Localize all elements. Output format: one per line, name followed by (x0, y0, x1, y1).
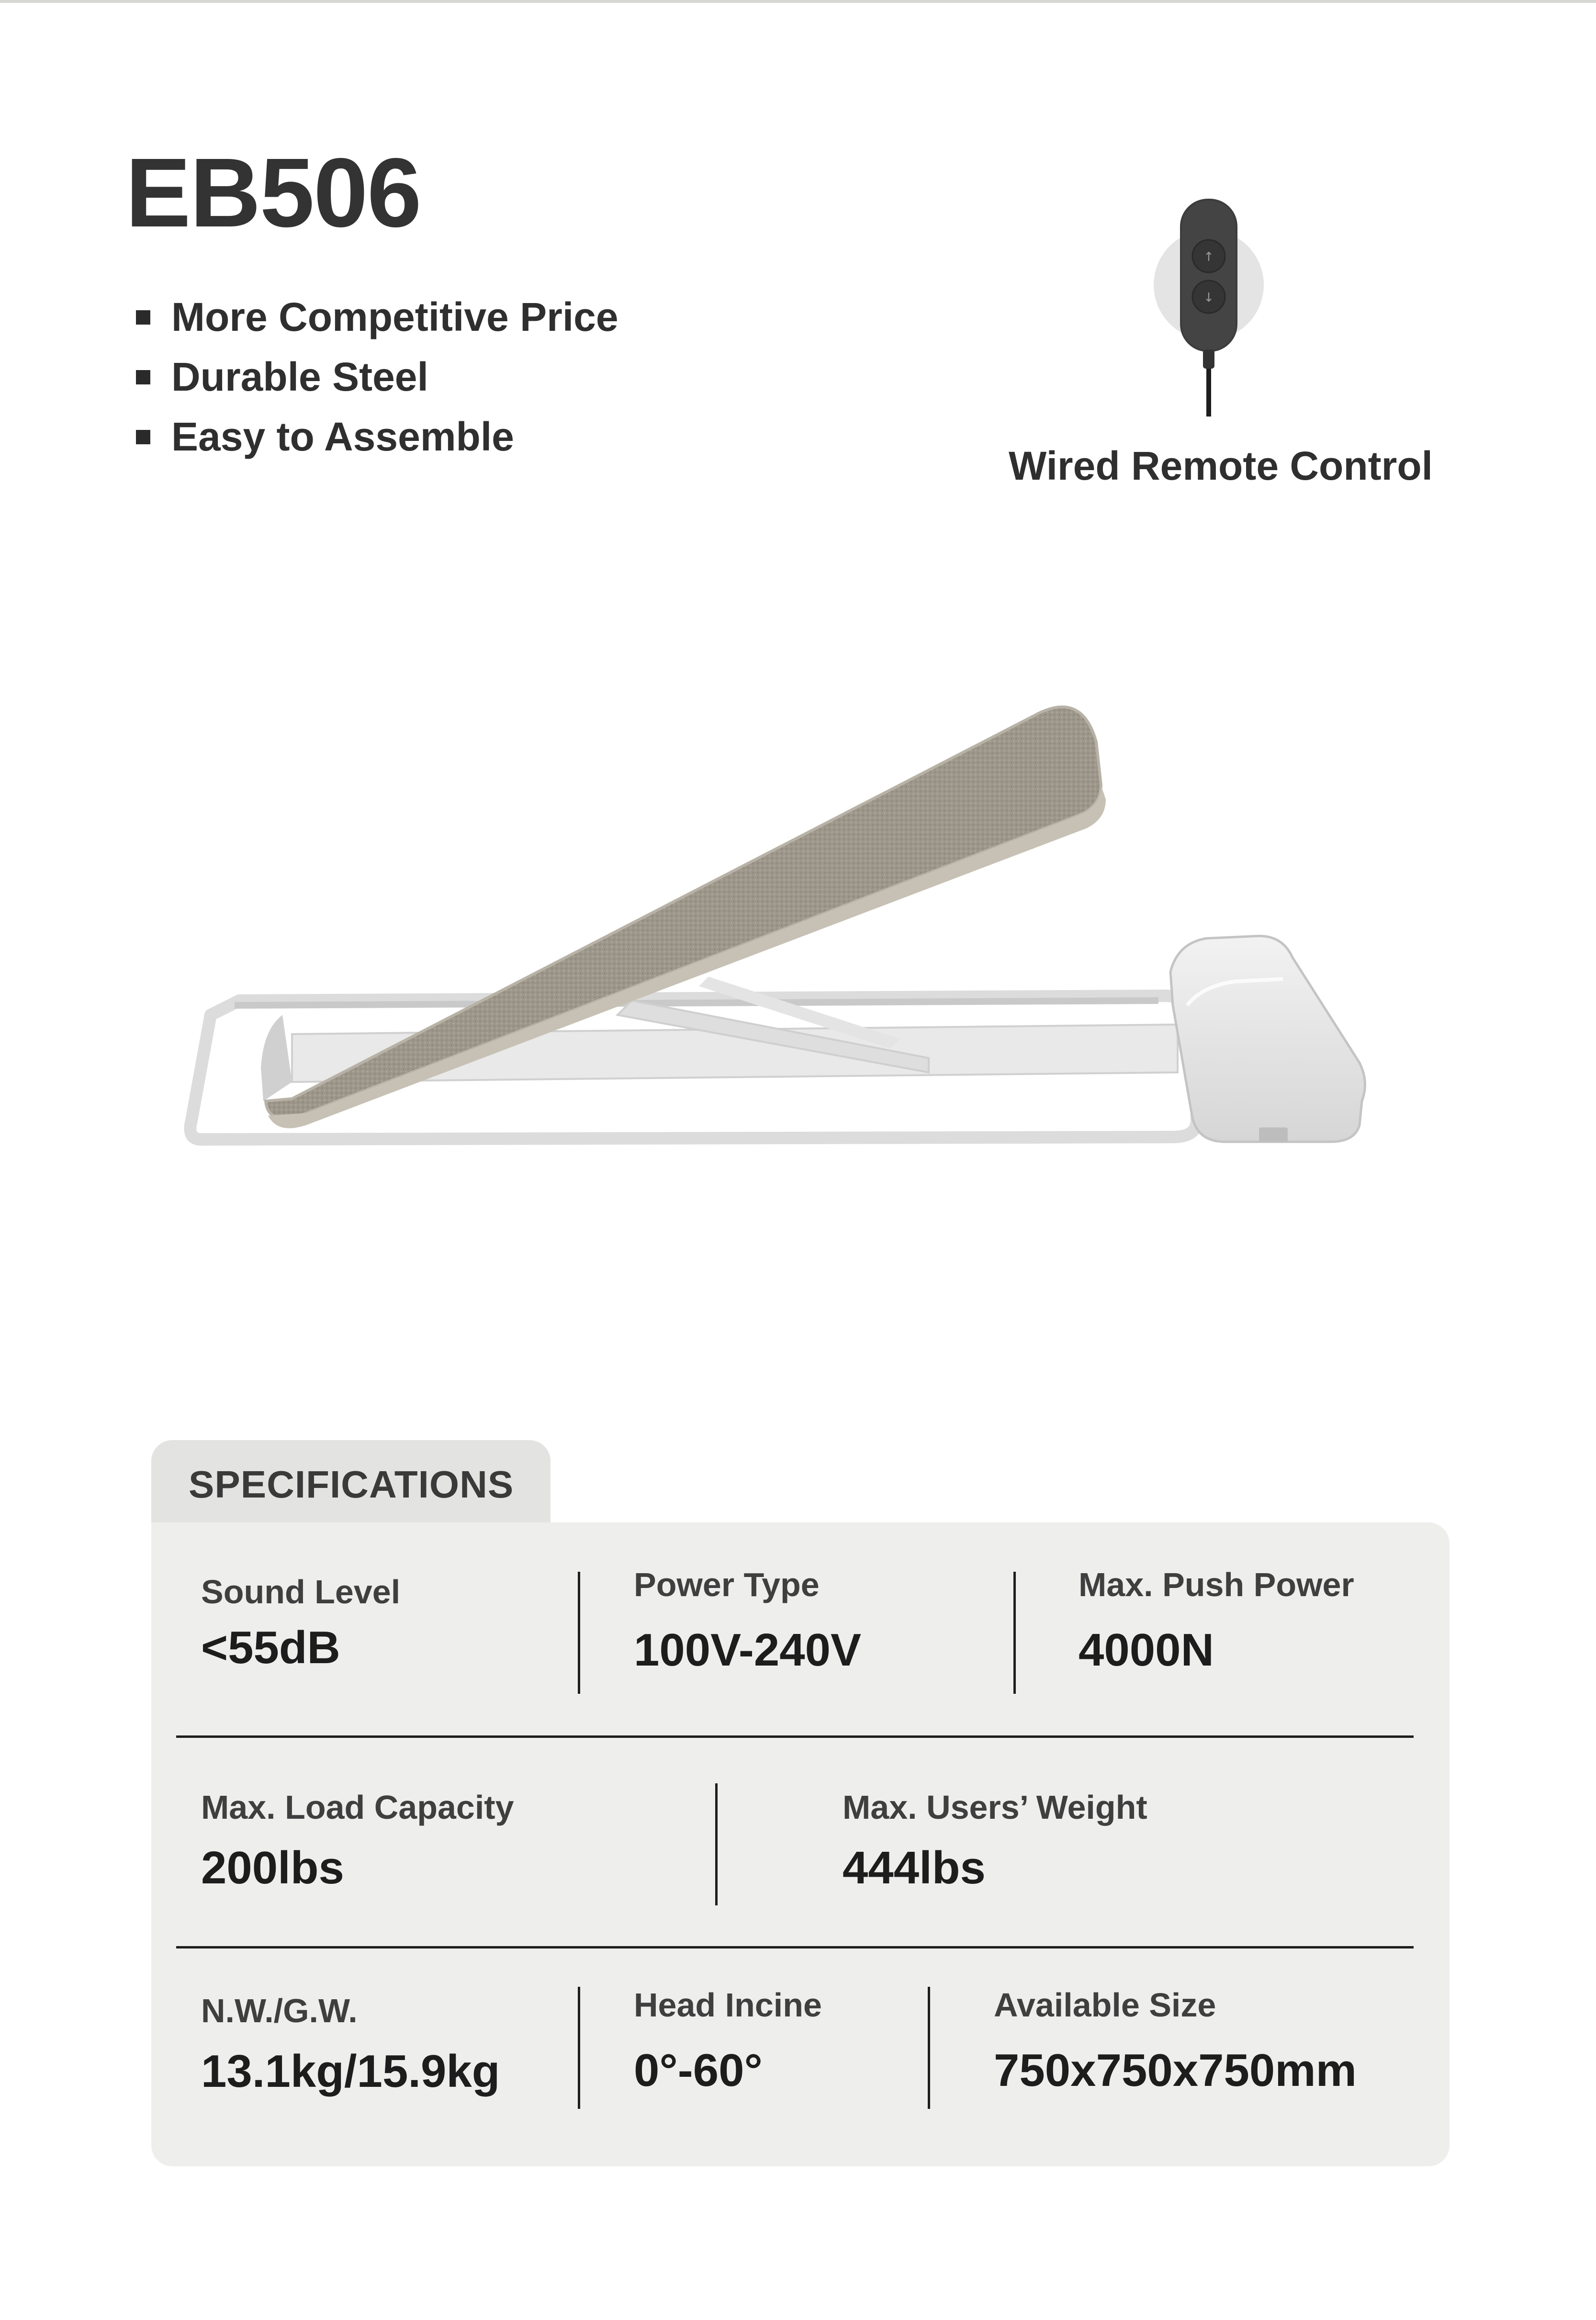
spec-cell-head-incline (634, 1986, 822, 2097)
wired-remote-icon (1151, 189, 1266, 424)
spec-label: Max. Load Capacity (201, 1789, 514, 1826)
top-border (0, 0, 1596, 3)
spec-value: 200lbs (201, 1842, 344, 1893)
spec-cell-weight (201, 1992, 500, 2098)
spec-value: <55dB (201, 1622, 340, 1673)
spec-cell-max-push-power (1079, 1565, 1354, 1677)
feature-text: Durable Steel (171, 354, 428, 399)
spec-column-divider (928, 1987, 930, 2109)
remote-caption: Wired Remote Control (1009, 443, 1433, 488)
spec-label: Available Size (994, 1986, 1216, 2024)
feature-text: More Competitive Price (171, 294, 618, 339)
spec-value: 750x750x750mm (994, 2045, 1357, 2096)
spec-value: 444lbs (843, 1842, 986, 1893)
spec-column-divider (1013, 1572, 1016, 1694)
feature-item (136, 407, 618, 467)
square-bullet-icon (136, 370, 150, 384)
spec-row-divider (176, 1735, 1414, 1738)
spec-cell-max-users-weight (843, 1788, 1147, 1894)
specifications-heading: SPECIFICATIONS (189, 1463, 514, 1506)
spec-label: Power Type (634, 1566, 820, 1603)
spec-label: Max. Push Power (1079, 1566, 1354, 1603)
spec-label: Sound Level (201, 1573, 401, 1610)
square-bullet-icon (136, 310, 150, 325)
spec-column-divider (578, 1572, 580, 1694)
spec-cell-power-type (634, 1565, 861, 1677)
square-bullet-icon (136, 430, 150, 444)
feature-list (136, 287, 618, 467)
feature-text: Easy to Assemble (171, 414, 514, 459)
spec-label: Head Incine (634, 1986, 822, 2024)
product-title: EB506 (125, 138, 421, 248)
feature-item (136, 347, 618, 407)
spec-value: 0°-60° (634, 2045, 763, 2096)
spec-cell-sound-level (201, 1573, 400, 1674)
spec-cell-max-load-capacity (201, 1788, 514, 1894)
spec-label: Max. Users’ Weight (843, 1789, 1147, 1826)
spec-column-divider (715, 1783, 718, 1905)
spec-value: 100V-240V (634, 1624, 862, 1676)
spec-row-divider (176, 1946, 1414, 1948)
svg-text:↑: ↑ (1203, 250, 1214, 264)
adjustable-bed-base-image (182, 670, 1379, 1173)
svg-text:↓: ↓ (1203, 291, 1214, 305)
spec-cell-available-size (994, 1986, 1357, 2097)
spec-label: N.W./G.W. (201, 1992, 358, 2029)
spec-value: 4000N (1079, 1624, 1214, 1676)
feature-item (136, 287, 618, 347)
spec-column-divider (578, 1987, 580, 2109)
spec-value: 13.1kg/15.9kg (201, 2046, 500, 2097)
